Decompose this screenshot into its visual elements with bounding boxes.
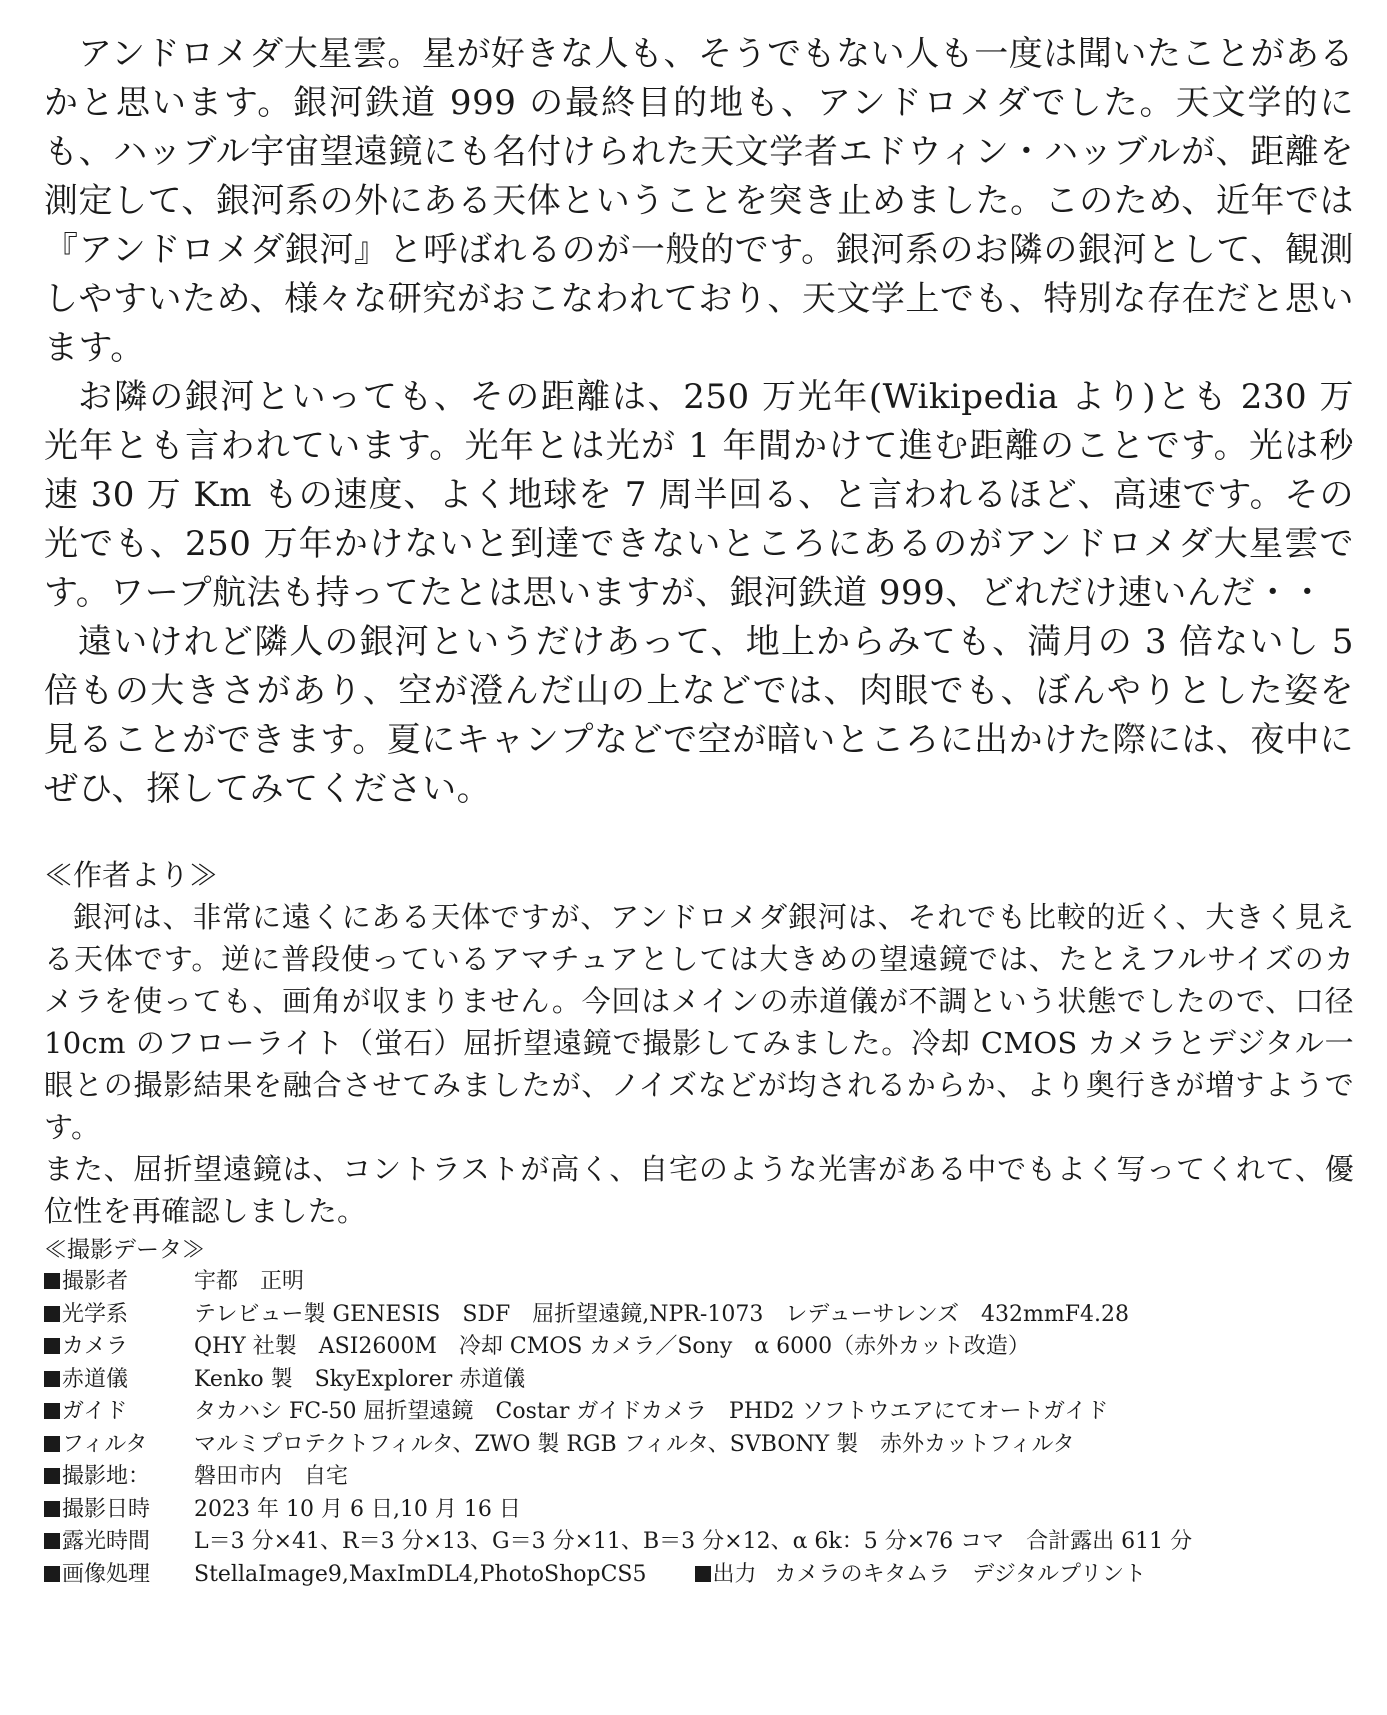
square-bullet-icon [44, 1566, 60, 1582]
data-label: 撮影者 [62, 1269, 129, 1294]
square-bullet-icon [44, 1338, 60, 1354]
data-label: 光学系 [62, 1301, 129, 1327]
author-section-title: ≪作者より≫ [44, 858, 219, 892]
body-paragraph-2: お隣の銀河といっても、その距離は、250 万光年(Wikipedia より)とも 230 万光年とも言われています。光年とは光が 1 年間かけて進む距離のことです。光は秒速 30 万 Km もの速度、よく地球を 7 周半回る、と言われるほど、高速です。その光でも、250 万年かけないと到達できないところにあるのがアンドロメダ大星雲です。ワープ航法も持ってたとは思いますが、銀河鉄道 999、どれだけ速いんだ・・ [44, 377, 1354, 613]
data-value: StellaImage9,MaxImDL4,PhotoShopCS5 [194, 1561, 647, 1587]
data-value: 宇都 正明 [194, 1269, 305, 1294]
square-bullet-icon [44, 1468, 60, 1484]
data-label: 露光時間 [62, 1529, 151, 1554]
data-output-label: 出力 [712, 1561, 757, 1587]
square-bullet-icon [44, 1403, 60, 1419]
data-output [695, 1559, 1147, 1592]
data-row-processing [44, 1559, 1354, 1592]
body-paragraph-3: 遠いけれど隣人の銀河というだけあって、地上からみても、満月の 3 倍ないし 5 倍もの大きさがあり、空が澄んだ山の上などでは、肉眼でも、ぼんやりとした姿を見ることができます。夏にキャンプなどで空が暗いところに出かけた際には、夜中にぜひ、探してみてください。 [44, 622, 1354, 809]
data-row-filter [44, 1429, 1354, 1462]
data-value: 磐田市内 自宅 [194, 1464, 349, 1489]
data-value: Kenko 製 SkyExplorer 赤道儀 [194, 1366, 526, 1392]
data-value: テレビュー製 GENESIS SDF 屈折望遠鏡,NPR-1073 レデューサレンズ 432mmF4.28 [194, 1301, 1129, 1327]
data-row-mount [44, 1364, 1354, 1397]
data-row-location [44, 1461, 1354, 1494]
shooting-data-list [44, 1266, 1354, 1591]
data-label: カメラ [62, 1334, 129, 1359]
author-paragraph-2: また、屈折望遠鏡は、コントラストが高く、自宅のような光害がある中でもよく写ってくれて、優位性を再確認しました。 [44, 1152, 1354, 1228]
data-row-optics [44, 1299, 1354, 1332]
square-bullet-icon [44, 1306, 60, 1322]
data-row-camera [44, 1331, 1354, 1364]
data-value: QHY 社製 ASI2600M 冷却 CMOS カメラ／Sony α 6000（赤外カット改造） [194, 1334, 1030, 1359]
article [44, 30, 1354, 1591]
body-paragraph-1: アンドロメダ大星雲。星が好きな人も、そうでもない人も一度は聞いたことがあるかと思います。銀河鉄道 999 の最終目的地も、アンドロメダでした。天文学的にも、ハッブル宇宙望遠鏡にも名付けられた天文学者エドウィン・ハッブルが、距離を測定して、銀河系の外にある天体ということを突き止めました。このため、近年では『アンドロメダ銀河』と呼ばれるのが一般的です。銀河系のお隣の銀河として、観測しやすいため、様々な研究がおこなわれており、天文学上でも、特別な存在だと思います。 [44, 34, 1354, 368]
square-bullet-icon [44, 1501, 60, 1517]
data-label: 赤道儀 [62, 1366, 129, 1392]
data-section-title: ≪撮影データ≫ [44, 1237, 205, 1263]
data-label: 画像処理 [62, 1561, 151, 1587]
data-value: 2023 年 10 月 6 日,10 月 16 日 [194, 1496, 521, 1522]
data-value: マルミプロテクトフィルタ、ZWO 製 RGB フィルタ、SVBONY 製 赤外カットフィルタ [194, 1431, 1075, 1457]
square-bullet-icon [695, 1566, 711, 1582]
data-value: L＝3 分×41、R＝3 分×13、G＝3 分×11、B＝3 分×12、α 6k：5 分×76 コマ 合計露出 611 分 [194, 1529, 1193, 1554]
author-paragraph-1: 銀河は、非常に遠くにある天体ですが、アンドロメダ銀河は、それでも比較的近く、大きく見える天体です。逆に普段使っているアマチュアとしては大きめの望遠鏡では、たとえフルサイズのカメラを使っても、画角が収まりません。今回はメインの赤道儀が不調という状態でしたので、口径 10cm のフローライト（蛍石）屈折望遠鏡で撮影してみました。冷却 CMOS カメラとデジタル一眼との撮影結果を融合させてみましたが、ノイズなどが均されるからか、より奥行きが増すようです。 [44, 900, 1354, 1144]
square-bullet-icon [44, 1436, 60, 1452]
data-value: タカハシ FC-50 屈折望遠鏡 Costar ガイドカメラ PHD2 ソフトウエアにてオートガイド [194, 1399, 1109, 1424]
data-label: 撮影地： [62, 1464, 151, 1489]
square-bullet-icon [44, 1273, 60, 1289]
data-row-exposure [44, 1526, 1354, 1559]
data-label: 撮影日時 [62, 1496, 151, 1522]
square-bullet-icon [44, 1371, 60, 1387]
square-bullet-icon [44, 1533, 60, 1549]
data-row-photographer [44, 1266, 1354, 1299]
data-label: フィルタ [62, 1431, 148, 1457]
data-row-date [44, 1494, 1354, 1527]
data-label: ガイド [62, 1399, 128, 1424]
data-output-value: カメラのキタムラ デジタルプリント [774, 1561, 1147, 1587]
data-row-guide [44, 1396, 1354, 1429]
